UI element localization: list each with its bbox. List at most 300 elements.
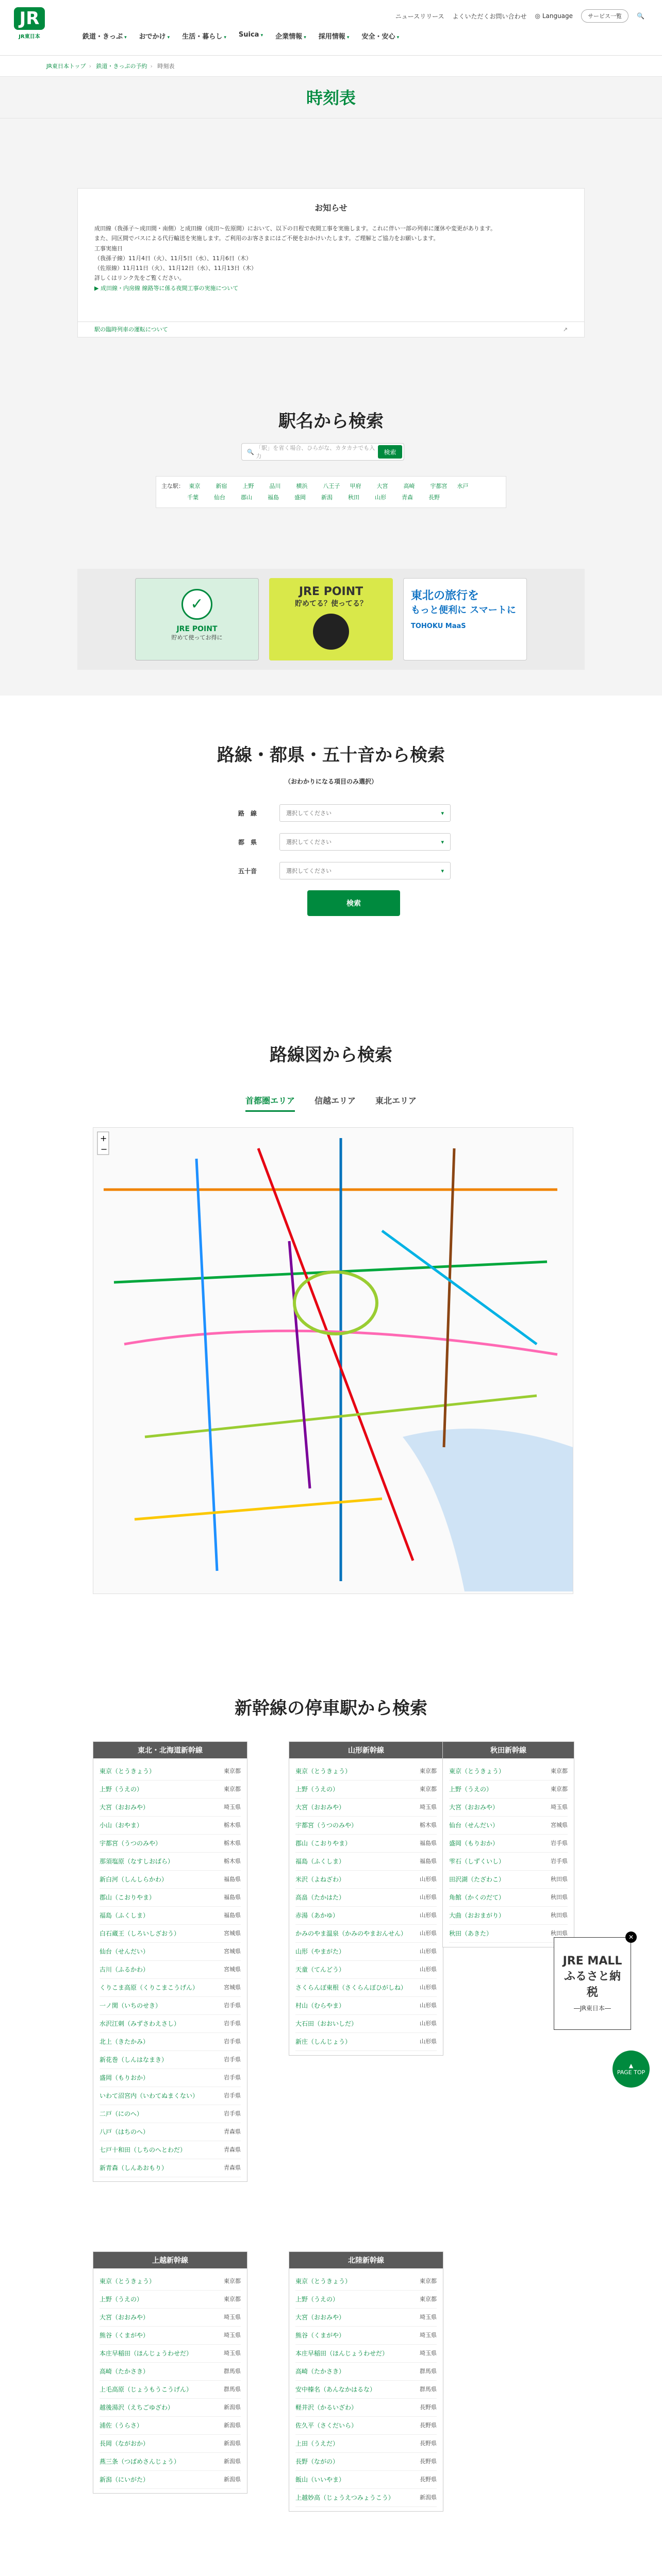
station-name: 本庄早稲田（ほんじょうわせだ） [100, 2350, 193, 2357]
station-prefecture: 栃木県 [224, 1858, 241, 1865]
utility-nav [395, 9, 644, 23]
station-name: 新白河（しんしらかわ） [100, 1876, 168, 1883]
station-row[interactable] [295, 1762, 437, 1781]
station-prefecture: 埼玉県 [420, 2332, 437, 2338]
nav-suica[interactable]: Suica ▾ [239, 31, 263, 41]
station-prefecture: 東京都 [551, 1768, 568, 1774]
station-row[interactable] [100, 2453, 241, 2471]
station-prefecture: 山形県 [420, 2020, 437, 2027]
station-link[interactable]: 高崎 [403, 483, 415, 489]
station-prefecture: 山形県 [420, 1966, 437, 1973]
station-row[interactable] [100, 2273, 241, 2291]
station-prefecture: 山形県 [420, 1948, 437, 1955]
banner-area [77, 569, 585, 670]
station-prefecture: 東京都 [420, 2296, 437, 2302]
station-link[interactable]: 横浜 [296, 483, 308, 489]
zoom-in-icon[interactable]: + [100, 1133, 107, 1143]
station-row[interactable] [100, 2105, 241, 2123]
station-row[interactable] [449, 1907, 568, 1925]
station-name: 高畠（たかはた） [295, 1894, 345, 1901]
arrow-up-icon: ▲ [628, 2062, 634, 2069]
logo-mark: JR [14, 7, 45, 30]
station-name: 佐久平（さくだいら） [295, 2422, 358, 2429]
station-prefecture: 宮城県 [224, 1948, 241, 1955]
banner-title: JRE POINT [299, 585, 363, 598]
station-row[interactable] [100, 1799, 241, 1817]
station-prefecture: 福島県 [420, 1840, 437, 1846]
station-link[interactable]: 青森 [402, 494, 413, 501]
station-row[interactable] [295, 1817, 437, 1835]
nav-outing[interactable]: おでかけ ▾ [139, 31, 170, 41]
map-line [196, 1159, 217, 1571]
notice-line: （佐原線）11月11日（火）、11月12日（水）、11月13日（木） [94, 265, 257, 272]
search-icon[interactable]: 🔍 [637, 12, 644, 20]
station-row[interactable] [100, 2033, 241, 2051]
station-prefecture: 群馬県 [420, 2386, 437, 2393]
station-prefecture: 岩手県 [224, 2074, 241, 2081]
station-prefecture: 東京都 [224, 2278, 241, 2284]
station-prefecture: 福島県 [224, 1876, 241, 1883]
station-row[interactable] [295, 2327, 437, 2345]
station-row[interactable] [100, 1979, 241, 1997]
logo-name: JR東日本 [19, 34, 40, 40]
line-select[interactable]: 選択してください ▾ [279, 804, 451, 822]
station-row[interactable] [295, 1979, 437, 1997]
station-link[interactable]: 東京 [189, 483, 201, 489]
station-name: 長岡（ながおか） [100, 2440, 150, 2447]
line-select-label: 路 線 [238, 809, 257, 817]
station-name: 山形（やまがた） [295, 1948, 345, 1955]
close-icon[interactable]: ✕ [625, 1931, 637, 1943]
station-prefecture: 東京都 [420, 1786, 437, 1792]
station-row[interactable] [100, 1871, 241, 1889]
banner-jre-point-1[interactable] [135, 578, 259, 660]
station-row[interactable] [295, 2453, 437, 2471]
banner-title: 東北の旅行を [411, 589, 479, 602]
station-prefecture: 宮城県 [224, 1966, 241, 1973]
station-row[interactable] [100, 2015, 241, 2033]
station-prefecture: 青森県 [224, 2128, 241, 2135]
station-name: 飯山（いいやま） [295, 2476, 345, 2483]
station-row[interactable] [449, 1799, 568, 1817]
station-name: 秋田（あきた） [449, 1930, 493, 1937]
station-row[interactable] [100, 2123, 241, 2141]
station-row[interactable] [295, 1925, 437, 1943]
station-name: 東京（とうきょう） [100, 2278, 156, 2285]
breadcrumb-sep: › [150, 63, 153, 70]
prefecture-select[interactable]: 選択してください ▾ [279, 833, 451, 851]
station-row[interactable] [100, 2159, 241, 2177]
tab-tohoku[interactable]: 東北エリア [375, 1096, 417, 1106]
station-row[interactable] [100, 2087, 241, 2105]
station-prefecture: 埼玉県 [224, 1804, 241, 1810]
faq-link[interactable]: よくいただくお問い合わせ [452, 12, 527, 20]
global-nav [82, 31, 399, 41]
station-row[interactable] [449, 1853, 568, 1871]
station-prefecture: 東京都 [224, 1768, 241, 1774]
station-name: 新潟（にいがた） [100, 2476, 150, 2483]
station-row[interactable] [449, 1817, 568, 1835]
jr-east-logo[interactable] [10, 7, 48, 40]
station-prefecture: 岩手県 [224, 2092, 241, 2099]
station-prefecture: 埼玉県 [224, 2350, 241, 2357]
tab-capital[interactable]: 首都圏エリア [245, 1094, 295, 1112]
kana-select-row [238, 861, 451, 880]
station-prefecture: 新潟県 [224, 2404, 241, 2411]
nav-safety[interactable]: 安全・安心 ▾ [361, 31, 399, 41]
station-prefecture: 埼玉県 [224, 2314, 241, 2320]
station-name: 宇都宮（うつのみや） [100, 1840, 162, 1847]
prefecture-select-label: 都 県 [238, 838, 257, 846]
station-name: 東京（とうきょう） [100, 1768, 156, 1775]
station-name: 大宮（おおみや） [295, 2314, 345, 2321]
map-search-heading: 路線図から検索 [270, 1045, 392, 1065]
station-prefecture: 新潟県 [420, 2494, 437, 2501]
line-search-button[interactable]: 検索 [307, 890, 400, 916]
station-row[interactable] [295, 2471, 437, 2489]
station-row[interactable] [295, 1961, 437, 1979]
station-row[interactable] [100, 2417, 241, 2435]
station-name: 郡山（こおりやま） [100, 1894, 156, 1901]
station-prefecture: 長野県 [420, 2404, 437, 2411]
station-row[interactable] [100, 2399, 241, 2417]
station-row[interactable] [100, 1853, 241, 1871]
station-name: 上野（うえの） [100, 1786, 143, 1793]
furusato-sub: ―JR東日本― [574, 2005, 611, 2012]
map-line [444, 1148, 454, 1447]
shinkansen-akita [442, 1741, 574, 1947]
kana-select-label: 五十音 [238, 867, 257, 875]
station-prefecture: 栃木県 [420, 1822, 437, 1828]
station-name: 大曲（おおまがり） [449, 1912, 505, 1919]
station-row[interactable] [100, 2381, 241, 2399]
station-prefecture: 山形県 [420, 2038, 437, 2045]
station-prefecture: 長野県 [420, 2440, 437, 2447]
station-link[interactable]: 新宿 [216, 483, 227, 489]
station-prefecture: 秋田県 [551, 1894, 568, 1901]
news-release-link[interactable]: ニュースリリース [395, 12, 444, 20]
station-link[interactable]: 甲府 [350, 483, 361, 489]
station-prefecture: 群馬県 [224, 2368, 241, 2375]
station-prefecture: 宮城県 [224, 1984, 241, 1991]
language-menu[interactable]: ◎ Language [535, 12, 573, 20]
station-row[interactable] [100, 1943, 241, 1961]
station-link[interactable]: 盛岡 [294, 494, 306, 501]
station-name: 古川（ふるかわ） [100, 1966, 150, 1973]
station-prefecture: 長野県 [420, 2458, 437, 2465]
station-name: 大宮（おおみや） [295, 1804, 345, 1811]
station-prefecture: 新潟県 [224, 2458, 241, 2465]
check-icon: ✓ [181, 589, 212, 620]
station-link[interactable]: 上野 [242, 483, 254, 489]
station-name: 上毛高原（じょうもうこうげん） [100, 2386, 193, 2393]
station-link[interactable]: 長野 [428, 494, 440, 501]
station-prefecture: 埼玉県 [551, 1804, 568, 1810]
shinkansen-name: 東北・北海道新幹線 [93, 1742, 247, 1758]
station-name: 二戸（にのへ） [100, 2110, 143, 2117]
station-prefecture: 長野県 [420, 2422, 437, 2429]
station-search-input[interactable] [241, 443, 404, 461]
station-row[interactable] [295, 1853, 437, 1871]
station-row[interactable] [100, 1925, 241, 1943]
notice-title: お知らせ [315, 203, 347, 213]
station-row[interactable] [295, 2033, 437, 2051]
shinkansen-joetsu [93, 2251, 247, 2494]
station-name: 軽井沢（かるいざわ） [295, 2404, 358, 2411]
station-name: 長野（ながの） [295, 2458, 339, 2465]
station-name: 八戸（はちのへ） [100, 2128, 150, 2136]
station-name: 大宮（おおみや） [449, 1804, 499, 1811]
station-row[interactable] [295, 2435, 437, 2453]
station-prefecture: 栃木県 [224, 1840, 241, 1846]
station-prefecture: 新潟県 [224, 2422, 241, 2429]
line-search-note: （おわかりになる項目のみ選択） [284, 778, 377, 785]
station-row[interactable] [100, 1817, 241, 1835]
yamanote-loop [294, 1272, 377, 1334]
furusato-title: JRE MALL ふるさと納税 [562, 1955, 622, 1999]
nav-recruit[interactable]: 採用情報 ▾ [319, 31, 350, 41]
station-link[interactable]: 仙台 [214, 494, 225, 501]
station-row[interactable] [100, 2363, 241, 2381]
station-link[interactable]: 八王子 [323, 483, 340, 489]
banner-title: JRE POINT [176, 625, 218, 633]
station-prefecture: 埼玉県 [420, 1804, 437, 1810]
station-prefecture: 岩手県 [224, 2110, 241, 2117]
station-name: 田沢湖（たざわこ） [449, 1876, 505, 1883]
shinkansen-name: 山形新幹線 [289, 1742, 443, 1758]
notice-line: 成田線（我孫子～成田間・南側）と成田線（成田～佐原間）において、以下の日程で夜間工事を実施します。これに伴い一部の列車に運休や変更があります。 [94, 225, 496, 232]
station-name: 新青森（しんあおもり） [100, 2164, 168, 2172]
station-row[interactable] [295, 2309, 437, 2327]
station-row[interactable] [449, 1781, 568, 1799]
station-row[interactable] [295, 1997, 437, 2015]
station-row[interactable] [100, 2051, 241, 2069]
station-name: 上野（うえの） [295, 2296, 339, 2303]
station-name: 上野（うえの） [100, 2296, 143, 2303]
map-line [258, 1148, 413, 1561]
station-row[interactable] [449, 1871, 568, 1889]
shinkansen-name: 上越新幹線 [93, 2252, 247, 2268]
station-prefecture: 岩手県 [224, 2020, 241, 2027]
station-row[interactable] [295, 2363, 437, 2381]
station-prefecture: 秋田県 [551, 1930, 568, 1937]
station-row[interactable] [100, 2309, 241, 2327]
station-name: 新庄（しんじょう） [295, 2038, 352, 2045]
station-row[interactable] [100, 1961, 241, 1979]
banner-jre-point-2[interactable] [269, 578, 393, 660]
station-name: 新花巻（しんはなまき） [100, 2056, 168, 2063]
station-link[interactable]: 千葉 [187, 494, 198, 501]
station-row[interactable] [100, 1835, 241, 1853]
station-name: 白石蔵王（しろいしざおう） [100, 1930, 180, 1937]
station-prefecture: 新潟県 [224, 2476, 241, 2483]
station-row[interactable] [100, 2435, 241, 2453]
station-prefecture: 東京都 [224, 1786, 241, 1792]
station-name: 天童（てんどう） [295, 1966, 345, 1973]
notice-more-link[interactable]: 駅の臨時列車の運転について ↗ [78, 321, 584, 337]
station-prefecture: 福島県 [224, 1912, 241, 1919]
station-link[interactable]: 郡山 [241, 494, 252, 501]
station-row[interactable] [295, 2345, 437, 2363]
station-link[interactable]: 山形 [375, 494, 386, 501]
station-row[interactable] [100, 2069, 241, 2087]
station-name: 一ノ関（いちのせき） [100, 2002, 162, 2009]
page-title: 時刻表 [0, 76, 662, 118]
station-prefecture: 山形県 [420, 1876, 437, 1883]
station-row[interactable] [449, 1835, 568, 1853]
station-name: 盛岡（もりおか） [100, 2074, 150, 2081]
station-name: 東京（とうきょう） [295, 1768, 352, 1775]
station-name: 熊谷（くまがや） [100, 2332, 150, 2339]
nav-railway[interactable]: 鉄道・きっぷ ▾ [82, 31, 127, 41]
station-row[interactable] [295, 2399, 437, 2417]
search-icon: 🔍 [247, 448, 256, 455]
station-prefecture: 栃木県 [224, 1822, 241, 1828]
shinkansen-tohoku [93, 1741, 247, 2182]
station-row[interactable] [295, 1835, 437, 1853]
services-button[interactable]: サービス一覧 [581, 9, 628, 23]
station-name: 北上（きたかみ） [100, 2038, 150, 2045]
station-row[interactable] [100, 1762, 241, 1781]
station-link[interactable]: 宇都宮 [430, 483, 448, 489]
station-row[interactable] [295, 2417, 437, 2435]
station-prefecture: 青森県 [224, 2164, 241, 2171]
station-prefecture: 埼玉県 [224, 2332, 241, 2338]
notice-line: 工事実施日 [94, 245, 123, 252]
station-row[interactable] [100, 1889, 241, 1907]
zoom-out-icon[interactable]: − [101, 1144, 108, 1154]
station-row[interactable] [295, 1799, 437, 1817]
furusato-banner[interactable] [554, 1934, 634, 2030]
arrow-icon: ▶ [94, 284, 101, 292]
station-row[interactable] [100, 1997, 241, 2015]
banner-sub: もっと便利に スマートに [411, 605, 516, 616]
nav-life[interactable]: 生活・暮らし ▾ [182, 31, 226, 41]
prefecture-select-row [238, 833, 451, 851]
notice-line: また、同区間でバスによる代行輸送を実施します。ご利用のお客さまにはご不便をおかけいたします。ご理解とご協力をお願いします。 [94, 235, 439, 242]
station-row[interactable] [100, 2471, 241, 2489]
station-prefecture: 宮城県 [551, 1822, 568, 1828]
nav-company[interactable]: 企業情報 ▾ [275, 31, 306, 41]
station-prefecture: 福島県 [224, 1894, 241, 1901]
banner-sub: 貯めてる？使ってる？ [295, 600, 367, 608]
banner-sub: 貯めて使ってお得に [171, 634, 223, 641]
station-prefecture: 東京都 [420, 1768, 437, 1774]
station-name: さくらんぼ東根（さくらんぼひがしね） [295, 1984, 407, 1991]
station-row[interactable] [295, 2381, 437, 2399]
station-name: 東京（とうきょう） [295, 2278, 352, 2285]
station-row[interactable] [449, 1762, 568, 1781]
station-prefecture: 山形県 [420, 1930, 437, 1937]
station-prefecture: 山形県 [420, 2002, 437, 2009]
map-line [382, 1231, 537, 1344]
external-icon: ↗ [562, 326, 568, 333]
station-prefecture: 東京都 [420, 2278, 437, 2284]
station-name: 上越妙高（じょうえつみょうこう） [295, 2494, 394, 2501]
kana-select[interactable]: 選択してください ▾ [279, 862, 451, 879]
station-search-button[interactable]: 検索 [378, 445, 402, 459]
station-name: 越後湯沢（えちごゆざわ） [100, 2404, 174, 2411]
station-name: かみのやま温泉（かみのやまおんせん） [295, 1930, 407, 1937]
station-row[interactable] [295, 1871, 437, 1889]
station-prefecture: 新潟県 [224, 2440, 241, 2447]
banner-tohoku-maas[interactable] [403, 578, 527, 660]
station-row[interactable] [449, 1889, 568, 1907]
notice-line: 詳しくはリンク先をご覧ください。 [94, 275, 185, 282]
station-row[interactable] [100, 2141, 241, 2159]
station-row[interactable] [295, 1943, 437, 1961]
station-prefecture: 岩手県 [551, 1840, 568, 1846]
station-link[interactable]: 水戸 [457, 483, 469, 489]
station-row[interactable] [295, 2015, 437, 2033]
station-name: 上野（うえの） [449, 1786, 493, 1793]
station-name: くりこま高原（くりこまこうげん） [100, 1984, 199, 1991]
page-top-button[interactable]: ▲ PAGE TOP [613, 2050, 650, 2088]
station-name: 燕三条（つばめさんじょう） [100, 2458, 180, 2465]
shinkansen-name: 秋田新幹線 [443, 1742, 574, 1758]
shinkansen-hokuriku [289, 2251, 443, 2512]
station-prefecture: 山形県 [420, 1984, 437, 1991]
station-search-placeholder: 「駅」を省く場合、ひらがな、カタカナでも入力 [256, 445, 375, 460]
station-prefecture: 宮城県 [224, 1930, 241, 1937]
notice-link[interactable]: 成田線・内房線 線路等に係る夜間工事の実施について [100, 284, 239, 292]
station-prefecture: 秋田県 [551, 1876, 568, 1883]
station-link[interactable]: 新潟 [321, 494, 333, 501]
breadcrumb-current: 時刻表 [157, 63, 175, 70]
site-header [0, 0, 662, 56]
station-name: 浦佐（うらさ） [100, 2422, 143, 2429]
station-row[interactable] [295, 1781, 437, 1799]
station-prefecture: 秋田県 [551, 1912, 568, 1919]
station-prefecture: 東京都 [551, 1786, 568, 1792]
station-prefecture: 青森県 [224, 2146, 241, 2153]
breadcrumb-reserve[interactable]: 鉄道・きっぷの予約 [96, 63, 147, 70]
map-tabs [0, 1094, 662, 1112]
station-row[interactable] [449, 1925, 568, 1943]
station-prefecture: 岩手県 [224, 2056, 241, 2063]
station-row[interactable] [100, 2345, 241, 2363]
station-row[interactable] [295, 1907, 437, 1925]
station-link[interactable]: 大宮 [376, 483, 388, 489]
station-row[interactable] [100, 1781, 241, 1799]
line-select-row [238, 804, 451, 822]
station-row[interactable] [100, 2291, 241, 2309]
tab-shinetsu[interactable]: 信越エリア [314, 1096, 356, 1106]
breadcrumb-top[interactable]: JR東日本トップ [46, 63, 86, 70]
station-name: 東京（とうきょう） [449, 1768, 505, 1775]
route-map[interactable] [93, 1127, 573, 1594]
breadcrumb-sep: › [89, 63, 91, 70]
station-name: 大宮（おおみや） [100, 1804, 150, 1811]
station-link[interactable]: 秋田 [348, 494, 359, 501]
station-row[interactable] [295, 2489, 437, 2507]
station-name: 那須塩原（なすしおばら） [100, 1858, 174, 1865]
main-stations-label: 主な駅： [161, 483, 184, 489]
station-row[interactable] [295, 2291, 437, 2309]
station-row[interactable] [295, 1889, 437, 1907]
station-name: 本庄早稲田（ほんじょうわせだ） [295, 2350, 389, 2357]
station-row[interactable] [100, 2327, 241, 2345]
route-map-svg [93, 1128, 573, 1594]
station-row[interactable] [100, 1907, 241, 1925]
station-prefecture: 群馬県 [224, 2386, 241, 2393]
station-name: 雫石（しずくいし） [449, 1858, 505, 1865]
station-row[interactable] [295, 2273, 437, 2291]
station-name: 宇都宮（うつのみや） [295, 1822, 358, 1829]
station-name: 仙台（せんだい） [100, 1948, 150, 1955]
station-link[interactable]: 品川 [269, 483, 281, 489]
station-link[interactable]: 福島 [268, 494, 279, 501]
